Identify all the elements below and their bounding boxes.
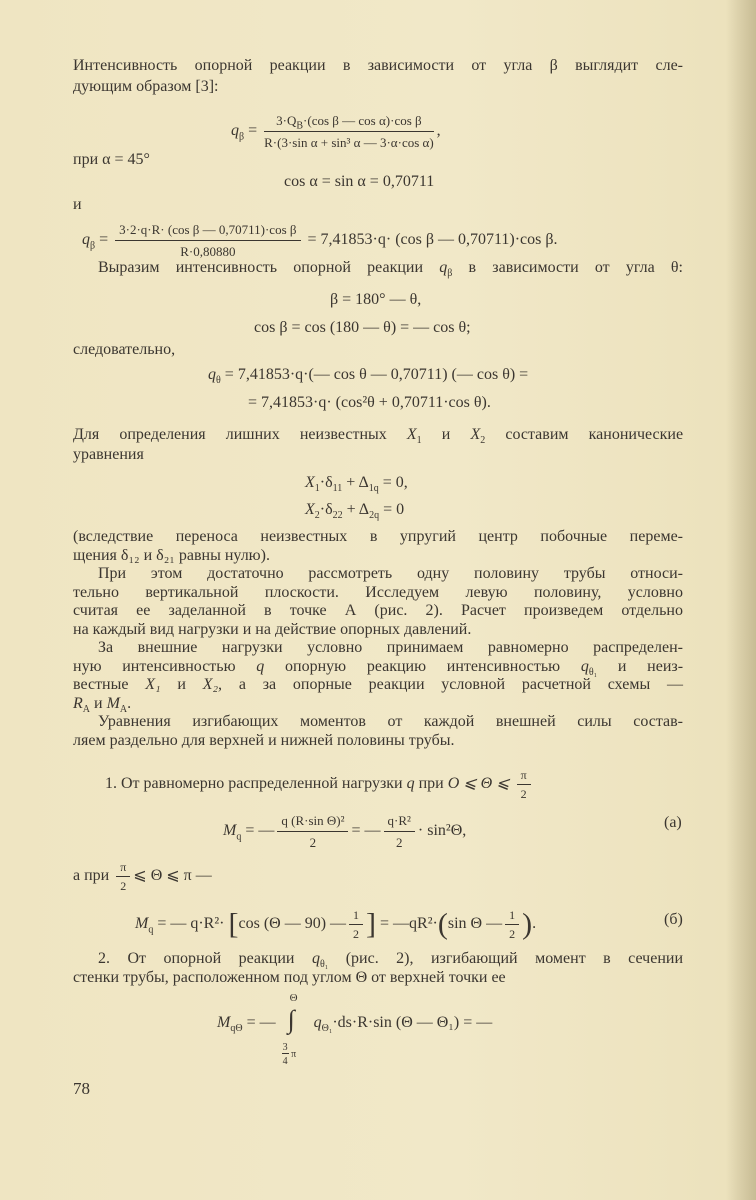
condition-line (73, 860, 212, 893)
formula-subscript: 2 (480, 435, 486, 447)
text: Выразим интенсивность опорной реакции (98, 259, 424, 276)
text: и неиз- (617, 657, 684, 675)
paragraph-line (98, 259, 683, 280)
equation-tag-a: (а) (664, 814, 682, 831)
formula-operator: = — (351, 822, 381, 840)
formula-q-beta-general (231, 112, 441, 151)
text: ную интенсивностью (73, 657, 236, 675)
text: и (441, 426, 451, 443)
formula-punct: . (532, 915, 537, 933)
numerator: π (517, 768, 531, 785)
formula-symbol: q (231, 122, 239, 140)
formula-symbol: X (470, 426, 481, 443)
text: (рис. 2), изгибающий момент в сечении (345, 950, 684, 967)
paragraph-line: уравнения (73, 446, 144, 463)
formula-subscript: θ₁ (588, 666, 598, 678)
denominator: 2 (309, 835, 317, 850)
formula-text: = 7,41853·q· (cos β — 0,70711)·cos β. (307, 231, 558, 249)
canonical-equation-2 (305, 499, 404, 521)
equation-tag-b: (б) (664, 911, 683, 928)
integral-sign (280, 992, 310, 1068)
formula-text: 3·Q (276, 113, 297, 128)
section-1-heading (105, 768, 534, 801)
formula-subscript: q (148, 924, 154, 936)
denominator: 2 (509, 927, 516, 941)
paragraph-line: тельно вертикальной плоскости. Исследуем левую половину, условно (73, 583, 683, 601)
paragraph-line (73, 426, 684, 447)
formula-symbol: q (439, 259, 448, 276)
formula-text: + Δ (342, 474, 369, 491)
formula-subscript: 11 (332, 483, 343, 495)
paragraph-line: щения δ₁₂ и δ₂₁ равны нулю). (73, 546, 270, 564)
formula-subscript: A (119, 703, 128, 715)
integral-icon: ∫ (287, 1005, 295, 1035)
formula-beta: β = 180° — θ, (330, 291, 422, 308)
text: составим канонические (505, 426, 684, 443)
fraction (116, 860, 130, 893)
formula-q-theta-2: = 7,41853·q· (cos²θ + 0,70711·cos θ). (248, 394, 491, 411)
formula-text: ·δ (319, 501, 333, 518)
paragraph-line (73, 695, 131, 713)
numerator: 1 (505, 908, 519, 925)
formula-subscript: 2 (314, 510, 320, 522)
paragraph-line (98, 950, 684, 971)
fraction (349, 908, 363, 941)
fraction (277, 812, 348, 851)
formula-symbol: q (82, 231, 90, 249)
denominator: 2 (395, 835, 403, 850)
page-number: 78 (73, 1079, 90, 1098)
formula-a (223, 812, 466, 851)
formula-text: = 7,41853·q·(— cos θ — 0,70711) (— cos θ) = (224, 366, 529, 383)
numerator: 3·2·q·R· (cos β — 0,70711)·cos β (115, 221, 300, 241)
denominator: 2 (120, 879, 127, 893)
fraction (115, 221, 300, 260)
paren-open: ( (437, 907, 448, 941)
formula-symbol: M (217, 1014, 231, 1031)
formula-symbol: q (256, 657, 265, 675)
formula-symbol: R (73, 694, 83, 712)
formula-text: O ⩽ Θ ⩽ (447, 775, 510, 793)
paragraph-line: ляем раздельно для верхней и нижней половины трубы. (73, 731, 455, 749)
paragraph-line: (вследствие переноса неизвестных в упругий центр побочные переме- (73, 528, 683, 545)
formula-text: ·(cos β — cos α)·cos β (303, 113, 422, 128)
paragraph-line: дующим образом [3]: (73, 78, 219, 95)
formula-subscript: 1 (314, 483, 320, 495)
formula-b (135, 908, 536, 941)
formula-text: ⩽ Θ ⩽ π — (133, 867, 212, 885)
integral-upper-limit: Θ (289, 992, 298, 1005)
paragraph-line: и (73, 196, 82, 213)
formula-symbol: q (208, 366, 216, 383)
fraction (505, 908, 519, 941)
formula-symbol: q (311, 950, 320, 967)
formula-symbol: X (305, 474, 315, 491)
paragraph-line: считая ее заделанной в точке А (рис. 2). Расчет произведем отдельно (73, 602, 683, 619)
text: и (90, 694, 107, 712)
formula-subscript: θ (216, 375, 221, 387)
formula-symbol: M (223, 822, 237, 840)
numerator: π (116, 860, 130, 877)
formula-subscript: 2q (369, 510, 380, 522)
formula-subscript: A (82, 703, 91, 715)
canonical-equation-1 (305, 472, 408, 494)
formula-operator: = (248, 122, 258, 140)
formula-punct: , (436, 122, 441, 140)
paragraph-line: следовательно, (73, 341, 176, 358)
paragraph-line (73, 676, 683, 694)
formula-text: cos (Θ — 90) — (238, 915, 347, 933)
formula-symbol: q (406, 775, 415, 793)
text: 1. От равномерно распределенной нагрузки (105, 775, 403, 793)
text: Для определения лишних неизвестных (73, 426, 387, 443)
formula-q-theta-1 (208, 364, 528, 386)
formula-subscript: B (296, 120, 304, 132)
formula-subscript: β (239, 131, 245, 143)
formula-text: + Δ (342, 501, 370, 518)
formula-symbol: q (313, 1014, 322, 1031)
denominator: 2 (520, 787, 527, 801)
formula-symbol: X (406, 426, 417, 443)
formula-text: = 0, (378, 474, 408, 491)
text: 2. От опорной реакции (98, 950, 295, 967)
text: . (127, 694, 132, 712)
formula-subscript: θ₁ (319, 959, 329, 971)
formula-text: ·δ (319, 474, 333, 491)
paragraph-line: При этом достаточно рассмотреть одну половину трубы относи- (98, 565, 683, 582)
formula-symbol: M (106, 694, 120, 712)
formula-symbol: X₁ (145, 676, 161, 693)
formula-cos-beta: cos β = cos (180 — θ) = — cos θ; (254, 319, 471, 336)
numerator: 1 (349, 908, 363, 925)
formula-text: sin Θ — (447, 915, 503, 933)
formula-subscript: Θ₁ (321, 1023, 333, 1035)
numerator: q (R·sin Θ)² (277, 812, 348, 832)
text: а при (73, 867, 110, 885)
paragraph-line: За внешние нагрузки условно принимаем равномерно распределен- (98, 639, 683, 656)
denominator: 2 (353, 927, 360, 941)
paragraph-line (73, 658, 683, 676)
formula-subscript: 1 (416, 435, 422, 447)
formula-symbol: X₂, (202, 676, 223, 693)
formula-subscript: 22 (332, 510, 343, 522)
bracket-open: [ (228, 907, 239, 941)
formula-cos-sin: cos α = sin α = 0,70711 (284, 173, 435, 190)
paren-close: ) (522, 907, 533, 941)
formula-text: = 0 (379, 501, 405, 518)
formula-integral (217, 992, 493, 1068)
formula-q-beta-numeric (82, 221, 558, 260)
formula-subscript: β (90, 240, 96, 252)
formula-text: ·ds·R·sin (Θ — Θ₁) = — (332, 1014, 493, 1031)
formula-symbol: q (580, 657, 589, 675)
fraction (517, 768, 531, 801)
formula-subscript: qΘ (230, 1023, 243, 1035)
fraction (264, 112, 434, 151)
text: опорную реакцию интенсивностью (285, 657, 561, 675)
formula-subscript: 1q (368, 483, 379, 495)
denominator: R·0,80880 (180, 244, 236, 259)
formula-text: = — q·R²· (157, 915, 225, 933)
paragraph-line: стенки трубы, расположенном под углом Θ от верхней точки ее (73, 969, 506, 986)
formula-operator: = — (245, 822, 275, 840)
formula-operator: = (99, 231, 109, 249)
text: вестные (73, 676, 129, 693)
text: при (418, 775, 444, 793)
numerator: 3 (282, 1042, 288, 1054)
text: а за опорные реакции условной расчетной схемы — (238, 676, 684, 693)
formula-symbol: M (135, 915, 149, 933)
text: и (177, 676, 186, 693)
denominator: R·(3·sin α + sin³ α — 3·α·cos α) (264, 135, 434, 150)
formula-text: = —qR²· (380, 915, 438, 933)
formula-subscript: q (236, 831, 242, 843)
page-edge-shadow (726, 0, 756, 1200)
numerator: q·R² (384, 812, 415, 832)
formula-symbol: X (305, 501, 315, 518)
paragraph-line: при α = 45° (73, 151, 150, 168)
paragraph-line: Интенсивность опорной реакции в зависимости от угла β выглядит сле- (73, 57, 683, 74)
integral-lower-limit (282, 1042, 297, 1067)
formula-text: π (291, 1049, 297, 1061)
fraction (384, 812, 415, 851)
formula-subscript: β (447, 268, 453, 280)
bracket-close: ] (366, 907, 377, 941)
denominator: 4 (282, 1056, 288, 1068)
paragraph-line: на каждый вид нагрузки и на действие опорных давлений. (73, 620, 472, 638)
numerator (264, 112, 434, 132)
fraction (282, 1042, 289, 1067)
text: в зависимости от угла θ: (468, 259, 683, 276)
paragraph-line: Уравнения изгибающих моментов от каждой внешней силы состав- (98, 713, 683, 730)
formula-text: · sin²Θ, (417, 822, 467, 840)
formula-operator: = — (246, 1014, 276, 1031)
